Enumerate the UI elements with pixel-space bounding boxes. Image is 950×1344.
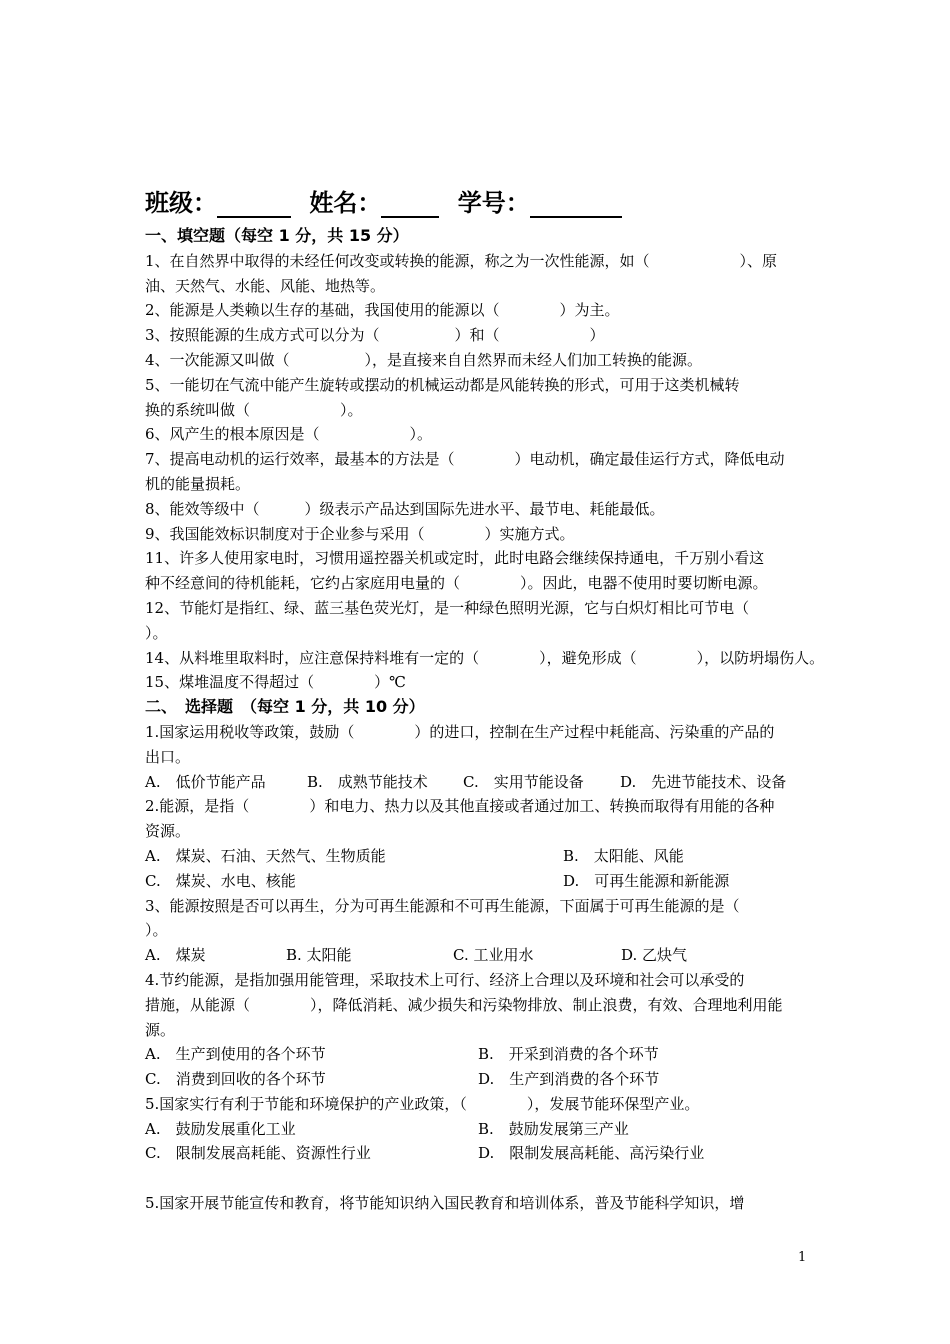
option-d: D. 先进节能技术、设备 bbox=[620, 772, 787, 791]
option-d: D. 可再生能源和新能源 bbox=[563, 871, 730, 890]
option-d: D. 生产到消费的各个环节 bbox=[478, 1070, 660, 1089]
question-line: 5、一能切在气流中能产生旋转或摆动的机械运动都是风能转换的形式，可用于这类机械转 bbox=[145, 375, 740, 394]
section-title-multiple-choice: 二、 选择题 （每空 1 分，共 10 分） bbox=[145, 697, 425, 717]
question-line: 出口。 bbox=[145, 747, 191, 766]
question-line: 5.国家实行有利于节能和环境保护的产业政策，（ ），发展节能环保型产业。 bbox=[145, 1094, 700, 1113]
page-number: 1 bbox=[798, 1250, 807, 1265]
class-label: 班级： bbox=[145, 189, 217, 217]
option-b: B. 开采到消费的各个环节 bbox=[478, 1045, 659, 1064]
option-a: A. 低价节能产品 bbox=[145, 772, 266, 791]
question-line: 种不经意间的待机能耗，它约占家庭用电量的（ ）。因此，电器不使用时要切断电源。 bbox=[145, 574, 768, 593]
question-line: 7、提高电动机的运行效率，最基本的方法是（ ）电动机，确定最佳运行方式，降低电动 bbox=[145, 450, 785, 469]
section-title-fill-blank: 一、填空题（每空 1 分，共 15 分） bbox=[145, 226, 409, 245]
student-id-blank bbox=[530, 188, 622, 218]
option-b: B. 成熟节能技术 bbox=[307, 772, 428, 791]
blank-spacer bbox=[145, 1166, 815, 1191]
question-line: 3、能源按照是否可以再生，分为可再生能源和不可再生能源，下面属于可再生能源的是（ bbox=[145, 896, 740, 915]
question-line: 15、煤堆温度不得超过（ ）℃ bbox=[145, 673, 406, 692]
option-b: B. 鼓励发展第三产业 bbox=[478, 1119, 629, 1138]
option-row bbox=[145, 770, 815, 795]
option-d: D. 限制发展高耗能、高污染行业 bbox=[478, 1144, 705, 1163]
question-line: 资源。 bbox=[145, 822, 191, 841]
option-a: A. 煤炭 bbox=[145, 946, 206, 965]
option-a: A. 生产到使用的各个环节 bbox=[145, 1045, 326, 1064]
question-line: 4、一次能源又叫做（ ），是直接来自自然界而未经人们加工转换的能源。 bbox=[145, 350, 703, 369]
question-line: 2、能源是人类赖以生存的基础，我国使用的能源以（ ）为主。 bbox=[145, 301, 620, 320]
option-d: D. 乙炔气 bbox=[621, 946, 688, 965]
question-line: 8、能效等级中（ ）级表示产品达到国际先进水平、最节电、耗能最低。 bbox=[145, 499, 665, 518]
question-line: 2.能源，是指（ ）和电力、热力以及其他直接或者通过加工、转换而取得有用能的各种 bbox=[145, 797, 775, 816]
question-line: 油、天然气、水能、风能、地热等。 bbox=[145, 276, 386, 295]
option-c: C. 实用节能设备 bbox=[463, 772, 584, 791]
option-row bbox=[145, 1117, 815, 1142]
question-line: 措施，从能源（ ），降低消耗、减少损失和污染物排放、制止浪费，有效、合理地利用能 bbox=[145, 995, 783, 1014]
question-line: 3、按照能源的生成方式可以分为（ ）和（ ） bbox=[145, 326, 605, 345]
option-row bbox=[145, 844, 815, 869]
exam-content bbox=[145, 224, 825, 1216]
question-line: 9、我国能效标识制度对于企业参与采用（ ）实施方式。 bbox=[145, 524, 575, 543]
option-row bbox=[145, 1042, 815, 1067]
option-c: C. 限制发展高耗能、资源性行业 bbox=[145, 1144, 371, 1163]
question-line: 1.国家运用税收等政策，鼓励（ ）的进口，控制在生产过程中耗能高、污染重的产品的 bbox=[145, 722, 775, 741]
question-line: 14、从料堆里取料时，应注意保持料堆有一定的（ ），避免形成（ ），以防坍塌伤人。 bbox=[145, 648, 825, 667]
option-a: A. 煤炭、石油、天然气、生物质能 bbox=[145, 846, 386, 865]
option-b: B. 太阳能 bbox=[286, 946, 352, 965]
student-id-label: 学号： bbox=[457, 189, 530, 217]
option-a: A. 鼓励发展重化工业 bbox=[145, 1119, 296, 1138]
name-blank bbox=[381, 188, 439, 218]
option-row bbox=[145, 869, 815, 894]
option-b: B. 太阳能、风能 bbox=[563, 846, 684, 865]
question-line: 5.国家开展节能宣传和教育，将节能知识纳入国民教育和培训体系，普及节能科学知识，增 bbox=[145, 1194, 745, 1213]
option-row bbox=[145, 1067, 815, 1092]
question-line: 6、风产生的根本原因是（ ）。 bbox=[145, 425, 433, 444]
option-row bbox=[145, 1141, 815, 1166]
question-line: 换的系统叫做（ ）。 bbox=[145, 400, 363, 419]
question-line: 机的能量损耗。 bbox=[145, 474, 251, 493]
option-c: C. 消费到回收的各个环节 bbox=[145, 1070, 326, 1089]
class-blank bbox=[217, 188, 291, 218]
question-line: 4.节约能源，是指加强用能管理，采取技术上可行、经济上合理以及环境和社会可以承受的 bbox=[145, 970, 745, 989]
option-c: C. 煤炭、水电、核能 bbox=[145, 871, 296, 890]
question-line: 1、在自然界中取得的未经任何改变或转换的能源，称之为一次性能源，如（ ）、原 bbox=[145, 251, 778, 270]
option-row bbox=[145, 943, 815, 968]
question-line: 源。 bbox=[145, 1020, 176, 1039]
student-info-header bbox=[145, 183, 825, 223]
question-line: 11、许多人使用家电时，习惯用遥控器关机或定时，此时电路会继续保持通电，千万别小看这 bbox=[145, 549, 765, 568]
question-line: ）。 bbox=[145, 623, 168, 642]
option-c: C. 工业用水 bbox=[453, 946, 534, 965]
question-line: ）。 bbox=[145, 921, 168, 940]
name-label: 姓名： bbox=[309, 189, 382, 217]
question-line: 12、节能灯是指红、绿、蓝三基色荧光灯，是一种绿色照明光源，它与白炽灯相比可节电（ bbox=[145, 598, 750, 617]
